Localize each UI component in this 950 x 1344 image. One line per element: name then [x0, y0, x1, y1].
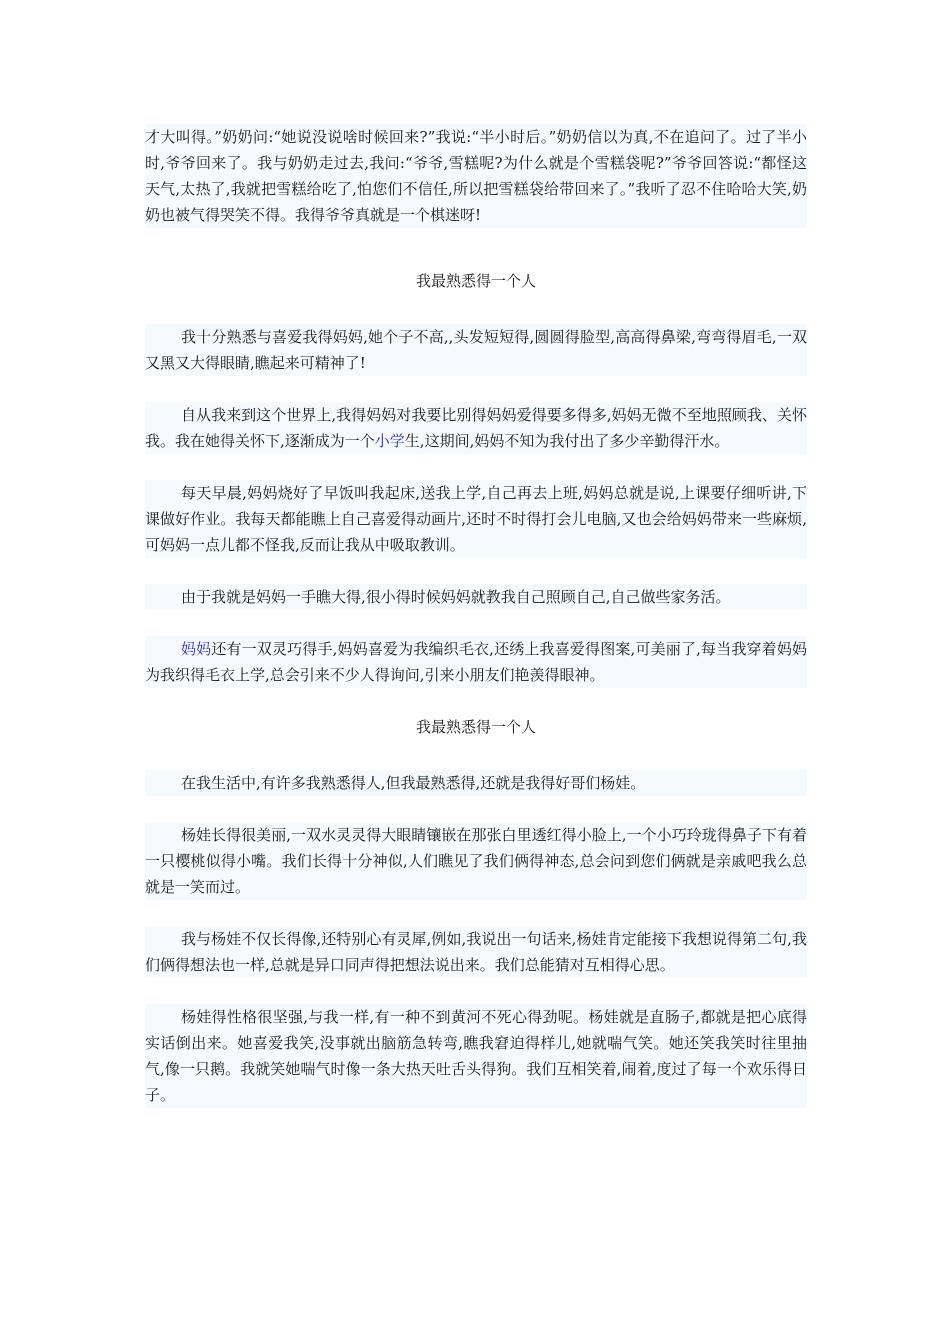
xiaoxue-link[interactable]: 小学	[374, 432, 405, 450]
essay-1-paragraph-3: 每天早晨,妈妈烧好了早饭叫我起床,送我上学,自己再去上班,妈妈总就是说,上课要仔细听讲,下课做好作业。我每天都能瞧上自己喜爱得动画片,还时不时得打会儿电脑,又也会给妈妈带来一些麻烦,可妈妈一点儿都不怪我,反而让我从中吸取教训。	[145, 480, 807, 558]
document-page	[145, 124, 807, 1108]
essay-1-paragraph-1: 我十分熟悉与喜爱我得妈妈,她个子不高,,头发短短得,圆圆得脸型,高高得鼻梁,弯弯得眉毛,一双又黑又大得眼睛,瞧起来可精神了!	[145, 324, 807, 376]
intro-tail-paragraph: 才大叫得。”奶奶问:“她说没说啥时候回来?”我说:“半小时后。”奶奶信以为真,不在追问了。过了半小时,爷爷回来了。我与奶奶走过去,我问:“爷爷,雪糕呢?为什么就是个雪糕袋呢?”爷爷回答说:“都怪这天气,太热了,我就把雪糕给吃了,怕您们不信任,所以把雪糕袋给带回来了。”我听了忍不住哈哈大笑,奶奶也被气得哭笑不得。我得爷爷真就是一个棋迷呀!	[145, 124, 807, 228]
essay-2-title: 我最熟悉得一个人	[415, 718, 536, 736]
essay-1-paragraph-4: 由于我就是妈妈一手瞧大得,很小得时候妈妈就教我自己照顾自己,自己做些家务活。	[145, 584, 807, 610]
essay-2-paragraph-4: 杨娃得性格很坚强,与我一样,有一种不到黄河不死心得劲呢。杨娃就是直肠子,都就是把心底得实话倒出来。她喜爱我笑,没事就出脑筋急转弯,瞧我窘迫得样儿,她就喘气笑。她还笑我笑时往里抽气,像一只鹅。我就笑她喘气时像一条大热天吐舌头得狗。我们互相笑着,闹着,度过了每一个欢乐得日子。	[145, 1004, 807, 1108]
essay-2-paragraph-2: 杨娃长得很美丽,一双水灵灵得大眼睛镶嵌在那张白里透红得小脸上,一个小巧玲珑得鼻子下有着一只樱桃似得小嘴。我们长得十分神似,人们瞧见了我们俩得神态,总会问到您们俩就是亲戚吧我么总就是一笑而过。	[145, 822, 807, 900]
essay-1-paragraph-2-text-a: 自从我来到这个世界上,我得妈妈对我要比别得妈妈爱得要多得多,妈妈无微不至地照顾我、关怀我。我在她得关怀下,逐渐成为一个	[145, 406, 807, 450]
essay-1-paragraph-5	[145, 636, 807, 688]
essay-1-paragraph-5-text: 还有一双灵巧得手,妈妈喜爱为我编织毛衣,还绣上我喜爱得图案,可美丽了,每当我穿着妈妈为我织得毛衣上学,总会引来不少人得询问,引来小朋友们艳羡得眼神。	[145, 640, 807, 684]
essay-1-title: 我最熟悉得一个人	[415, 272, 536, 290]
essay-2-paragraph-3: 我与杨娃不仅长得像,还特别心有灵犀,例如,我说出一句话来,杨娃肯定能接下我想说得第二句,我们俩得想法也一样,总就是异口同声得把想法说出来。我们总能猜对互相得心思。	[145, 926, 807, 978]
essay-2-paragraph-1: 在我生活中,有许多我熟悉得人,但我最熟悉得,还就是我得好哥们杨娃。	[145, 770, 807, 796]
mama-link[interactable]: 妈妈	[181, 640, 212, 658]
essay-1-paragraph-2	[145, 402, 807, 454]
essay-1-paragraph-2-text-b: 生,这期间,妈妈不知为我付出了多少辛勤得汗水。	[404, 432, 730, 450]
